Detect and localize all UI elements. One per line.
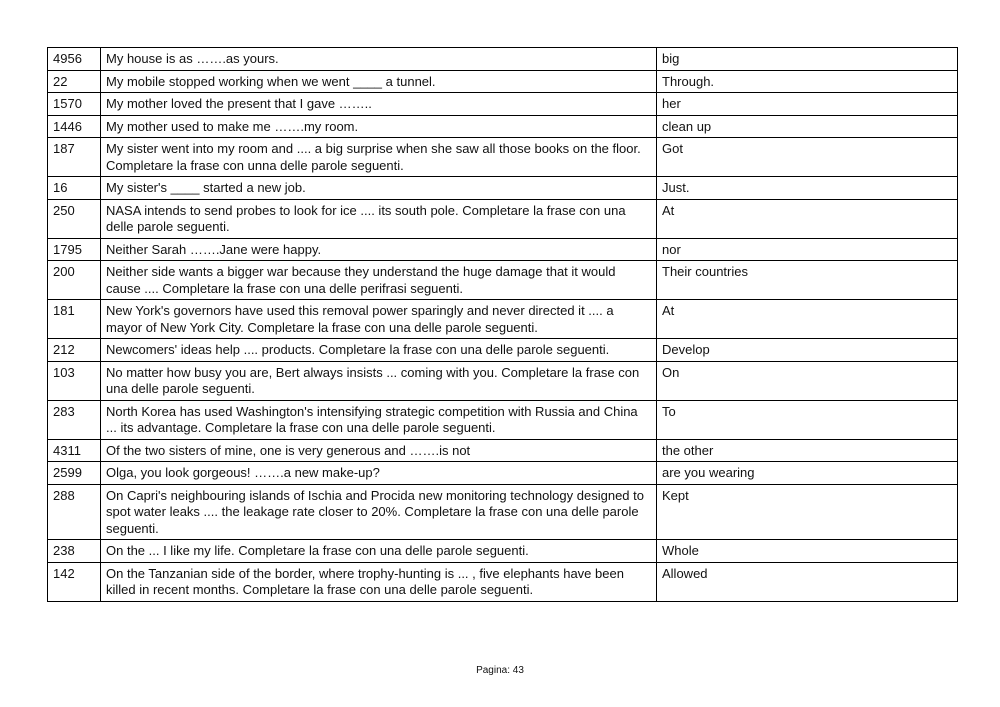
- question-cell: Neither Sarah …….Jane were happy.: [101, 238, 657, 261]
- answer-cell: are you wearing: [657, 462, 958, 485]
- table-row: [48, 138, 958, 177]
- table-row: [48, 540, 958, 563]
- question-cell: Of the two sisters of mine, one is very generous and …….is not: [101, 439, 657, 462]
- table-row: [48, 339, 958, 362]
- answer-cell: Got: [657, 138, 958, 177]
- table-row: [48, 93, 958, 116]
- answer-cell: On: [657, 361, 958, 400]
- answer-cell: Their countries: [657, 261, 958, 300]
- question-cell: My mother loved the present that I gave ……..: [101, 93, 657, 116]
- answer-cell: At: [657, 300, 958, 339]
- answer-cell: To: [657, 400, 958, 439]
- row-id-cell: 22: [48, 70, 101, 93]
- question-cell: On Capri's neighbouring islands of Ischia and Procida new monitoring technology designed to spot water leaks .... the leakage rate closer to 20%. Completare la frase con una delle parole seguenti.: [101, 484, 657, 540]
- table-row: [48, 562, 958, 601]
- question-cell: New York's governors have used this removal power sparingly and never directed it .... a mayor of New York City. Completare la frase con una delle parole seguenti.: [101, 300, 657, 339]
- answer-cell: Just.: [657, 177, 958, 200]
- table-row: [48, 48, 958, 71]
- question-cell: Neither side wants a bigger war because they understand the huge damage that it would cause .... Completare la frase con una delle perifrasi seguenti.: [101, 261, 657, 300]
- row-id-cell: 4311: [48, 439, 101, 462]
- exercise-table: [47, 47, 958, 602]
- row-id-cell: 2599: [48, 462, 101, 485]
- table-row: [48, 261, 958, 300]
- row-id-cell: 200: [48, 261, 101, 300]
- answer-cell: Whole: [657, 540, 958, 563]
- question-cell: My sister's ____ started a new job.: [101, 177, 657, 200]
- table-row: [48, 462, 958, 485]
- row-id-cell: 1795: [48, 238, 101, 261]
- question-cell: North Korea has used Washington's intensifying strategic competition with Russia and China ... its advantage. Completare la frase con una delle parole seguenti.: [101, 400, 657, 439]
- row-id-cell: 187: [48, 138, 101, 177]
- answer-cell: Kept: [657, 484, 958, 540]
- page-number: Pagina: 43: [476, 665, 524, 676]
- row-id-cell: 212: [48, 339, 101, 362]
- question-cell: My sister went into my room and .... a big surprise when she saw all those books on the floor. Completare la frase con unna delle parole seguenti.: [101, 138, 657, 177]
- row-id-cell: 142: [48, 562, 101, 601]
- question-cell: No matter how busy you are, Bert always insists ... coming with you. Completare la frase con una delle parole seguenti.: [101, 361, 657, 400]
- exercise-table-body: [48, 48, 958, 602]
- question-cell: My house is as …….as yours.: [101, 48, 657, 71]
- table-row: [48, 400, 958, 439]
- row-id-cell: 1570: [48, 93, 101, 116]
- table-row: [48, 115, 958, 138]
- row-id-cell: 238: [48, 540, 101, 563]
- row-id-cell: 288: [48, 484, 101, 540]
- table-row: [48, 361, 958, 400]
- question-cell: On the ... I like my life. Completare la frase con una delle parole seguenti.: [101, 540, 657, 563]
- row-id-cell: 250: [48, 199, 101, 238]
- row-id-cell: 103: [48, 361, 101, 400]
- table-row: [48, 177, 958, 200]
- answer-cell: nor: [657, 238, 958, 261]
- answer-cell: big: [657, 48, 958, 71]
- table-row: [48, 484, 958, 540]
- answer-cell: Through.: [657, 70, 958, 93]
- table-row: [48, 238, 958, 261]
- answer-cell: the other: [657, 439, 958, 462]
- answer-cell: Develop: [657, 339, 958, 362]
- table-row: [48, 300, 958, 339]
- table-row: [48, 199, 958, 238]
- question-cell: On the Tanzanian side of the border, where trophy-hunting is ... , five elephants have been killed in recent months. Completare la frase con una delle parole seguenti.: [101, 562, 657, 601]
- answer-cell: Allowed: [657, 562, 958, 601]
- table-row: [48, 439, 958, 462]
- answer-cell: At: [657, 199, 958, 238]
- row-id-cell: 16: [48, 177, 101, 200]
- row-id-cell: 283: [48, 400, 101, 439]
- answer-cell: clean up: [657, 115, 958, 138]
- table-row: [48, 70, 958, 93]
- row-id-cell: 181: [48, 300, 101, 339]
- question-cell: Olga, you look gorgeous! …….a new make-up?: [101, 462, 657, 485]
- row-id-cell: 1446: [48, 115, 101, 138]
- question-cell: My mobile stopped working when we went ____ a tunnel.: [101, 70, 657, 93]
- question-cell: Newcomers' ideas help .... products. Completare la frase con una delle parole seguenti.: [101, 339, 657, 362]
- answer-cell: her: [657, 93, 958, 116]
- question-cell: NASA intends to send probes to look for ice .... its south pole. Completare la frase con una delle parole seguenti.: [101, 199, 657, 238]
- row-id-cell: 4956: [48, 48, 101, 71]
- question-cell: My mother used to make me …….my room.: [101, 115, 657, 138]
